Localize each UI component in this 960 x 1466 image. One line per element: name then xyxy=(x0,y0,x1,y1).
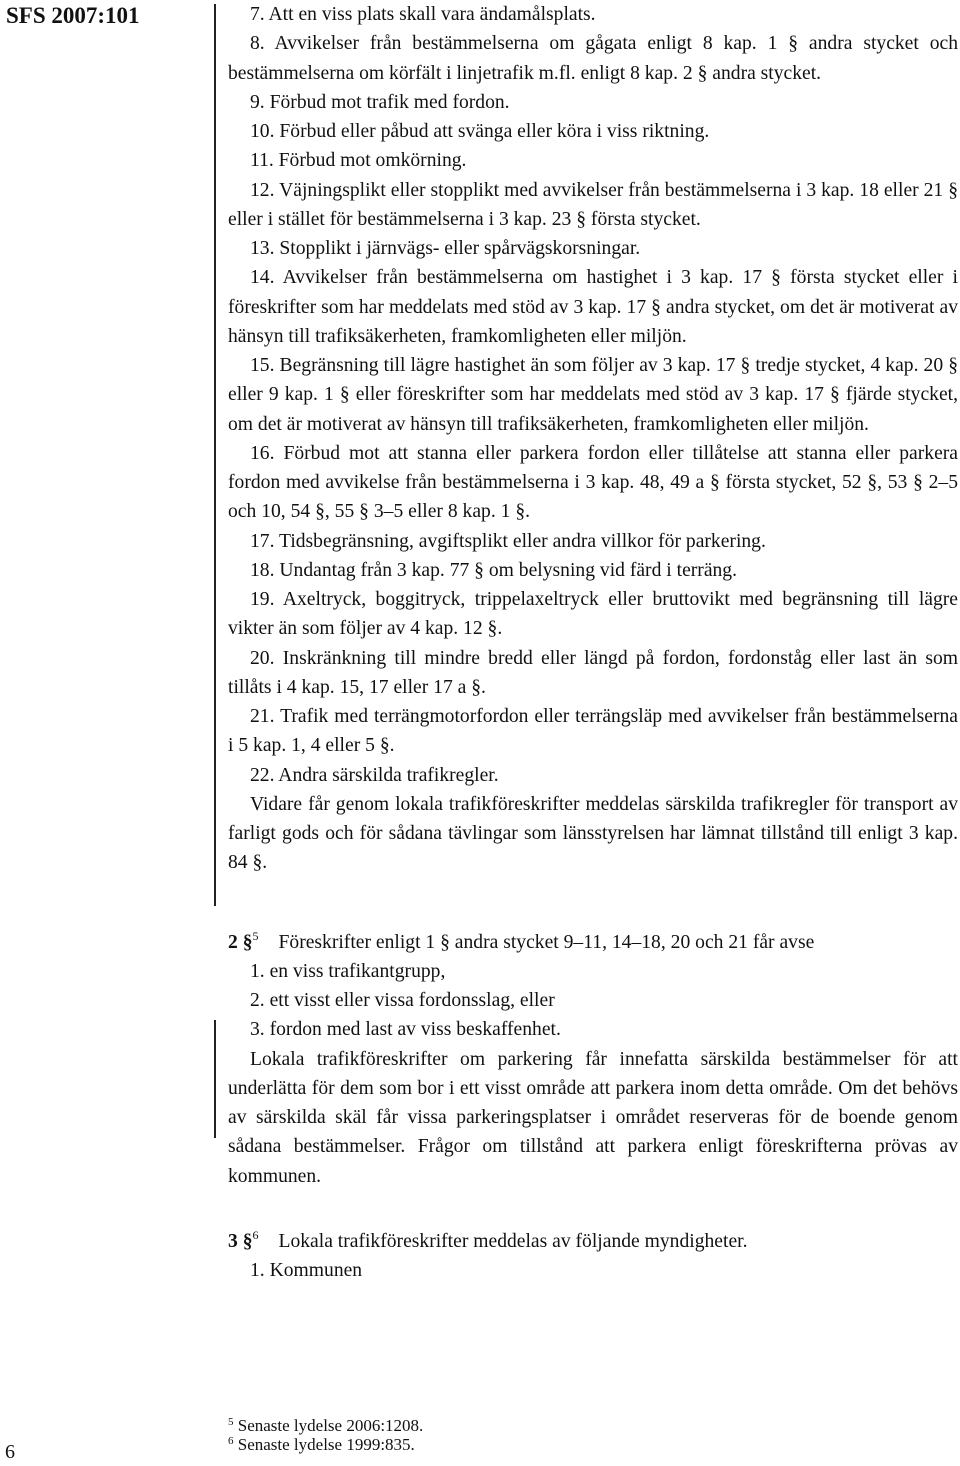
footnote-ref: 6 xyxy=(252,1227,259,1242)
footnote-marker: 5 xyxy=(228,1416,234,1428)
section-lead-text: Lokala trafikföreskrifter meddelas av följande myndigheter. xyxy=(278,1230,748,1252)
footnote-text: Senaste lydelse 2006:1208. xyxy=(237,1416,424,1435)
page-number: 6 xyxy=(5,1441,15,1463)
list-item: 3. fordon med last av viss beskaffenhet. xyxy=(250,1019,561,1041)
list-item: 10. Förbud eller påbud att svänga eller köra i viss riktning. xyxy=(250,121,710,142)
list-item: 20. Inskränkning till mindre bredd eller längd på fordon, fordonståg eller last än som tillåts i 4 kap. 15, 17 eller 17 a §. xyxy=(228,647,958,698)
section-number: 2 § xyxy=(228,931,253,953)
list-item: 11. Förbud mot omkörning. xyxy=(250,150,467,172)
change-bar-section2 xyxy=(214,1020,216,1138)
list-item: 8. Avvikelser från bestämmelserna om gågata enligt 8 kap. 1 § andra stycket och bestämmelserna om körfält i linjetrafik m.fl. enligt 8 kap. 2 § andra stycket. xyxy=(228,33,958,84)
section-2-lead xyxy=(228,928,958,957)
footnote-ref: 5 xyxy=(252,928,259,943)
footnote xyxy=(228,1435,423,1454)
paragraph: Lokala trafikföreskrifter om parkering får innefatta särskilda bestämmelser för att underlätta för dem som bor i ett visst område att parkera inom detta område. Om det behövs av särskilda skäl får vissa parkeringsplatser i området reserveras för de boende genom sådana bestämmelser. Frågor om tillstånd att parkera enligt föreskrifterna prövas av kommunen. xyxy=(228,1048,958,1187)
paragraph: Vidare får genom lokala trafikföreskrifter meddelas särskilda trafikregler för transport av farligt gods och för sådana tävlingar som länsstyrelsen har lämnat tillstånd till enligt 3 kap. 84 §. xyxy=(228,793,958,874)
list-item: 1. Kommunen xyxy=(250,1260,363,1281)
document-body xyxy=(228,0,958,1285)
footnote-marker: 6 xyxy=(228,1435,234,1447)
footnotes xyxy=(228,1416,423,1454)
list-item: 18. Undantag från 3 kap. 77 § om belysning vid färd i terräng. xyxy=(250,559,738,581)
section-lead-text: Föreskrifter enligt 1 § andra stycket 9–11, 14–18, 20 och 21 får avse xyxy=(278,931,815,953)
list-item: 9. Förbud mot trafik med fordon. xyxy=(250,91,510,113)
list-item: 19. Axeltryck, boggitryck, trippelaxeltryck eller bruttovikt med begränsning till lägre vikter än som följer av 4 kap. 12 §. xyxy=(228,589,958,640)
list-item: 7. Att en viss plats skall vara ändamålsplats. xyxy=(250,4,596,25)
list-item: 15. Begränsning till lägre hastighet än som följer av 3 kap. 17 § tredje stycket, 4 kap. 20 § eller 9 kap. 1 § eller föreskrifter som har meddelats med stöd av 3 kap. 17 § fjärde stycket, om det är motiverat av hänsyn till trafiksäkerheten, framkomligheten eller miljön. xyxy=(228,355,958,435)
sfs-number: SFS 2007:101 xyxy=(6,3,140,28)
list-item: 12. Väjningsplikt eller stopplikt med avvikelser från bestämmelserna i 3 kap. 18 eller 21 § eller i stället för bestämmelserna i 3 kap. 23 § första stycket. xyxy=(228,179,958,230)
section-number: 3 § xyxy=(228,1230,253,1252)
footnote-text: Senaste lydelse 1999:835. xyxy=(237,1435,415,1454)
list-item: 1. en viss trafikantgrupp, xyxy=(250,960,446,982)
list-item: 22. Andra särskilda trafikregler. xyxy=(250,764,499,786)
list-item: 14. Avvikelser från bestämmelserna om hastighet i 3 kap. 17 § första stycket eller i föreskrifter som har meddelats med stöd av 3 kap. 17 § andra stycket, om det är motiverat av hänsyn till trafiksäkerheten, framkomligheten eller miljön. xyxy=(228,267,958,347)
change-bar-items xyxy=(214,4,216,906)
list-item: 21. Trafik med terrängmotorfordon eller terrängsläp med avvikelser från bestämmelserna i 5 kap. 1, 4 eller 5 §. xyxy=(228,706,958,757)
section-3-lead xyxy=(228,1227,958,1256)
list-item: 16. Förbud mot att stanna eller parkera fordon eller tillåtelse att stanna eller parkera fordon med avvikelse från bestämmelserna i 3 kap. 48, 49 a § första stycket, 52 §, 53 § 2–5 och 10, 54 §, 55 § 3–5 eller 8 kap. 1 §. xyxy=(228,442,958,523)
list-item: 2. ett visst eller vissa fordonsslag, eller xyxy=(250,990,555,1011)
footnote xyxy=(228,1416,423,1435)
list-item: 13. Stopplikt i järnvägs- eller spårvägskorsningar. xyxy=(250,238,641,259)
list-item: 17. Tidsbegränsning, avgiftsplikt eller andra villkor för parkering. xyxy=(250,530,766,552)
